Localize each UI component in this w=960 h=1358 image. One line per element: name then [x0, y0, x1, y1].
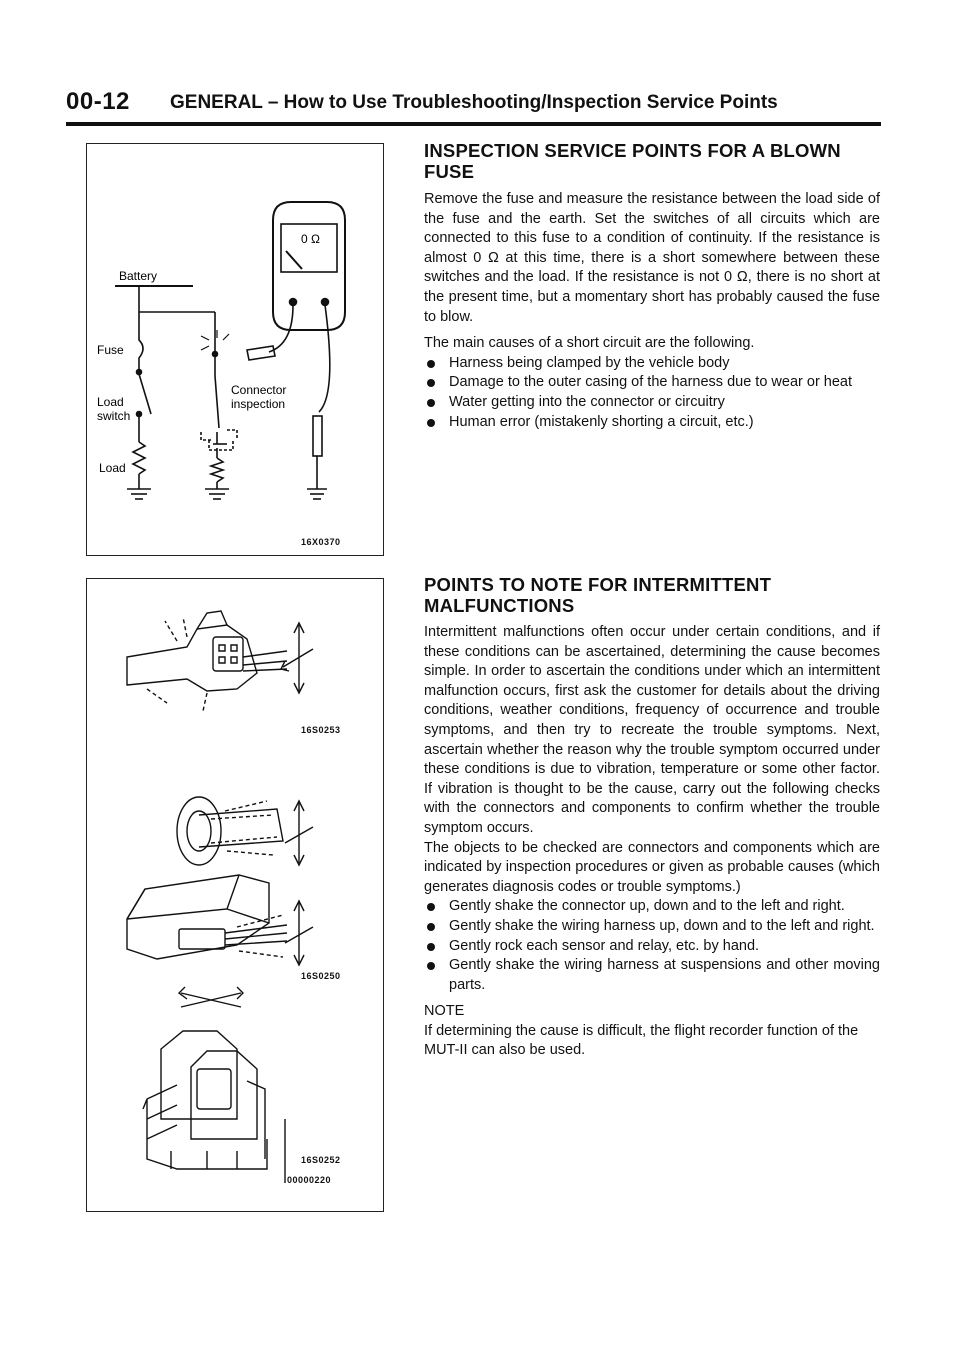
section-heading: [424, 574, 880, 616]
section-heading-line-2: FUSE: [424, 161, 475, 182]
list-item: Gently shake the wiring harness up, down and to the left and right.: [424, 917, 880, 937]
meter-reading: 0 Ω: [301, 232, 320, 246]
figure-code-a: 16S0253: [301, 725, 341, 735]
list-item: Gently shake the connector up, down and to the left and right.: [424, 897, 880, 917]
section-paragraph: Intermittent malfunctions often occur under certain conditions, and if these conditions can be ascertained, determining the cause becomes simple. In order to ascertain the conditions under which an intermittent malfunction occurs, first ask the customer for details about the driving conditions, weather conditions, frequency of occurrence and trouble symptoms, and then try to recreate the trouble symptoms. Next, ascertain whether the reason why the trouble symptom occurred under these conditions is due to vibration, temperature or some other factor. If vibration is thought to be the cause, carry out the following checks with the connectors and components to confirm whether the trouble symptom occurs.: [424, 624, 880, 836]
causes-list: [424, 354, 880, 432]
figure-intermittent-checks: [86, 578, 384, 1212]
section-blown-fuse: [424, 140, 880, 432]
list-item: Gently rock each sensor and relay, etc. by hand.: [424, 937, 880, 957]
list-item: Damage to the outer casing of the harness due to wear or heat: [424, 373, 880, 393]
page-header: [66, 88, 881, 122]
page-number: 00-12: [66, 88, 130, 115]
section-heading-line-1: POINTS TO NOTE FOR INTERMITTENT: [424, 574, 772, 595]
figure-code: 16X0370: [301, 537, 341, 547]
battery-label: Battery: [119, 269, 158, 283]
fuse-label: Fuse: [97, 343, 124, 357]
list-item: Gently shake the wiring harness at suspensions and other moving parts.: [424, 956, 880, 995]
section-paragraph: The objects to be checked are connectors and components which are indicated by inspection procedures or given as probable causes (which generates diagnosis codes or trouble symptoms.): [424, 839, 880, 895]
fuse-circuit-diagram: [87, 144, 383, 555]
connector-label-1: Connector: [231, 383, 287, 397]
section-paragraph: Remove the fuse and measure the resistance between the load side of the fuse and the earth. Set the switches of all circuits which are connected to this fuse to a condition of continuity. If the resistance is almost 0 Ω at this time, there is a short somewhere between these switches and the load. If the resistance is not 0 Ω, there is no short at the present time, but a momentary short has probably caused the fuse to blow.: [424, 191, 880, 325]
note-label: NOTE: [424, 1003, 465, 1020]
page-title: GENERAL – How to Use Troubleshooting/Inspection Service Points: [170, 92, 778, 113]
figure-code-b: 16S0250: [301, 971, 341, 981]
list-item: Human error (mistakenly shorting a circuit, etc.): [424, 413, 880, 433]
connector-label-2: inspection: [231, 397, 286, 411]
figure-code-d: 00000220: [287, 1175, 332, 1185]
section-heading-line-2: MALFUNCTIONS: [424, 595, 575, 616]
section-heading-line-1: INSPECTION SERVICE POINTS FOR A BLOWN: [424, 140, 841, 161]
list-item: Harness being clamped by the vehicle body: [424, 354, 880, 374]
section-heading: [424, 140, 880, 182]
load-switch-label-2: switch: [97, 409, 131, 423]
figure-code-c: 16S0252: [301, 1155, 341, 1165]
checks-list: [424, 897, 880, 995]
list-item: Water getting into the connector or circuitry: [424, 393, 880, 413]
note-text: If determining the cause is difficult, the flight recorder function of the MUT-II can also be used.: [424, 1022, 859, 1059]
header-rule: [66, 122, 881, 126]
figure-fuse-circuit: [86, 143, 384, 556]
shake-test-illustrations: [87, 579, 383, 1211]
load-label: Load: [99, 461, 126, 475]
load-switch-label-1: Load: [97, 395, 124, 409]
causes-intro: The main causes of a short circuit are the following.: [424, 335, 755, 352]
section-intermittent: [424, 574, 880, 1061]
